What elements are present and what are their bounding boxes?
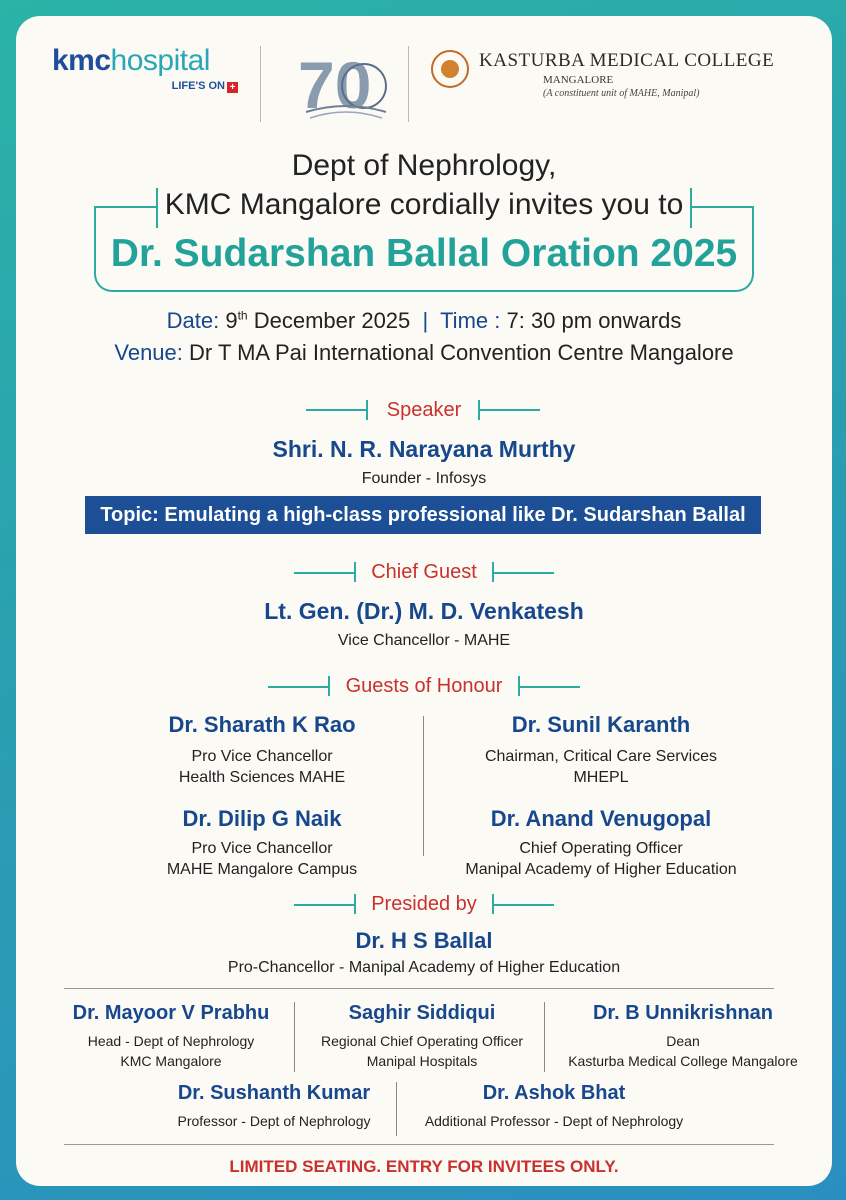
presided-by-heading: Presided by — [371, 893, 477, 915]
guest-name: Dr. Sharath K Rao — [168, 712, 356, 737]
college-city: MANGALORE — [543, 74, 614, 86]
header-divider-2 — [408, 46, 409, 122]
section-rule — [492, 904, 554, 906]
organiser-card — [404, 1082, 704, 1131]
organiser-divider — [294, 1002, 295, 1072]
college-name: KASTURBA MEDICAL COLLEGE — [479, 50, 775, 71]
time-label: Time : — [440, 308, 501, 333]
date-time-line — [16, 308, 832, 334]
plus-icon: + — [227, 82, 238, 93]
guest-card — [436, 712, 766, 788]
title-tick-left — [156, 188, 158, 228]
organiser-role: Head - Dept of Nephrology — [87, 1033, 255, 1049]
college-seal-icon — [431, 50, 469, 88]
speaker-heading: Speaker — [386, 399, 462, 421]
kmc-logo-tagline: LIFE'S ON — [171, 80, 225, 92]
guest-role: Pro Vice Chancellor — [191, 748, 333, 765]
organiser-role: Kasturba Medical College Mangalore — [568, 1053, 798, 1069]
kmc-logo-word2: hospital — [110, 44, 210, 77]
guest-role: MHEPL — [573, 769, 629, 786]
guests-divider — [423, 716, 424, 856]
organiser-name: Dr. Ashok Bhat — [482, 1082, 626, 1104]
organiser-divider — [544, 1002, 545, 1072]
guest-role: Chairman, Critical Care Services — [484, 748, 718, 765]
guest-name: Dr. Anand Venugopal — [490, 806, 712, 831]
venue-line — [16, 340, 832, 366]
organiser-role: Regional Chief Operating Officer — [320, 1033, 524, 1049]
chief-guest-role: Vice Chancellor - MAHE — [337, 632, 511, 649]
seating-note: LIMITED SEATING. ENTRY FOR INVITEES ONLY. — [229, 1157, 619, 1176]
organiser-card — [56, 1002, 286, 1071]
chief-guest-name: Lt. Gen. (Dr.) M. D. Venkatesh — [264, 598, 584, 624]
title-tick-right — [690, 188, 692, 228]
organiser-name: Dr. Sushanth Kumar — [177, 1082, 371, 1104]
time-value: 7: 30 pm onwards — [506, 308, 682, 333]
chief-guest-heading: Chief Guest — [371, 561, 477, 583]
anniversary-logo — [286, 46, 406, 126]
speaker-name: Shri. N. R. Narayana Murthy — [272, 436, 576, 462]
guest-role: Pro Vice Chancellor — [191, 840, 333, 857]
section-rule — [478, 409, 540, 411]
intro-line-1: Dept of Nephrology, — [291, 149, 557, 182]
title-frame-top-right — [690, 206, 754, 208]
organiser-name: Dr. Mayoor V Prabhu — [72, 1002, 270, 1024]
guest-name: Dr. Sunil Karanth — [511, 712, 691, 737]
organisers-top-rule — [64, 988, 774, 989]
guest-role: Chief Operating Officer — [519, 840, 683, 857]
intro-line-2: KMC Mangalore cordially invites you to — [164, 188, 684, 221]
section-rule — [492, 572, 554, 574]
venue-label: Venue: — [114, 340, 183, 365]
organiser-role: Manipal Hospitals — [366, 1053, 478, 1069]
organiser-card — [552, 1002, 814, 1071]
section-rule — [518, 686, 580, 688]
anniversary-numeral: 70 — [298, 48, 372, 122]
organiser-divider — [396, 1082, 397, 1136]
organiser-card — [156, 1082, 392, 1131]
guest-name: Dr. Dilip G Naik — [182, 806, 342, 831]
guests-of-honour-heading: Guests of Honour — [345, 675, 503, 697]
date-day: 9 — [225, 308, 238, 333]
date-time-separator: | — [422, 308, 429, 333]
event-title: Dr. Sudarshan Ballal Oration 2025 — [110, 232, 738, 275]
organiser-name: Dr. B Unnikrishnan — [592, 1002, 774, 1024]
organiser-name: Saghir Siddiqui — [348, 1002, 496, 1024]
organisers-bottom-rule — [64, 1144, 774, 1145]
presided-by-name: Dr. H S Ballal — [355, 928, 493, 953]
topic-banner: Topic: Emulating a high-class professional like Dr. Sudarshan Ballal — [85, 496, 761, 534]
date-label: Date: — [166, 308, 220, 333]
title-frame-top-left — [94, 206, 158, 208]
speaker-role: Founder - Infosys — [361, 470, 487, 487]
organiser-role: Additional Professor - Dept of Nephrology — [424, 1113, 684, 1129]
organiser-card — [302, 1002, 542, 1071]
guest-role: Health Sciences MAHE — [178, 769, 346, 786]
guest-role: MAHE Mangalore Campus — [166, 861, 358, 878]
presided-by-role: Pro-Chancellor - Manipal Academy of Higher Education — [227, 959, 621, 976]
guest-card — [436, 806, 766, 880]
header-divider — [260, 46, 261, 122]
kmc-college-logo — [431, 46, 811, 106]
venue-value: Dr T MA Pai International Convention Centre Mangalore — [189, 340, 734, 365]
date-suffix: th — [237, 308, 248, 323]
organiser-role: Professor - Dept of Nephrology — [177, 1113, 371, 1129]
kmc-hospital-logo — [52, 44, 252, 93]
organiser-role: Dean — [666, 1033, 700, 1049]
kmc-logo-word1: kmc — [52, 44, 111, 77]
guest-card — [116, 806, 408, 880]
organiser-role: KMC Mangalore — [120, 1053, 222, 1069]
guest-role: Manipal Academy of Higher Education — [465, 861, 737, 878]
guest-card — [116, 712, 408, 788]
college-affiliation: (A constituent unit of MAHE, Manipal) — [543, 88, 700, 99]
invitation-card — [16, 16, 832, 1186]
date-rest: December 2025 — [253, 308, 411, 333]
